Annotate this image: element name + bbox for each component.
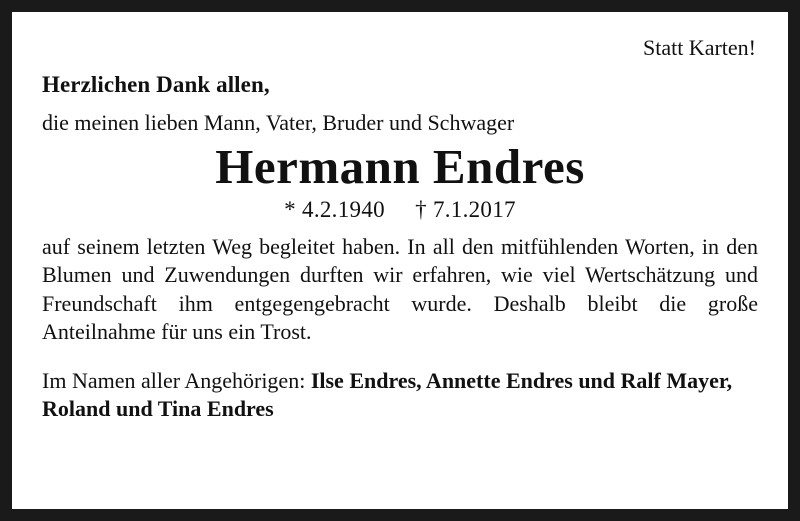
obituary-card	[9, 9, 791, 512]
death-date: 7.1.2017	[432, 197, 516, 223]
birth-symbol: *	[284, 197, 296, 223]
deceased-name: Hermann Endres	[215, 139, 585, 195]
body-text: auf seinem letzten Weg begleitet haben. In all den mitfühlenden Worten, in den Blumen und Zuwendungen durften wir erfahren, wie viel Wertschätzung und Freundschaft ihm entgegengebracht wurde. Deshalb bleibt die große Anteilnahme für uns ein Trost.	[42, 234, 758, 345]
intro-line: die meinen lieben Mann, Vater, Bruder und Schwager	[42, 110, 515, 136]
closing-prefix: Im Namen aller Angehörigen:	[42, 367, 311, 393]
closing-names: Ilse Endres, Annette Endres und Ralf Mayer, Roland und Tina Endres	[42, 367, 733, 422]
death-symbol: †	[415, 197, 427, 223]
closing-block	[42, 367, 758, 424]
thanks-heading: Herzlichen Dank allen,	[42, 72, 270, 98]
life-dates	[42, 197, 758, 223]
birth-date: 4.2.1940	[302, 197, 385, 223]
statt-karten-note: Statt Karten!	[642, 35, 756, 60]
